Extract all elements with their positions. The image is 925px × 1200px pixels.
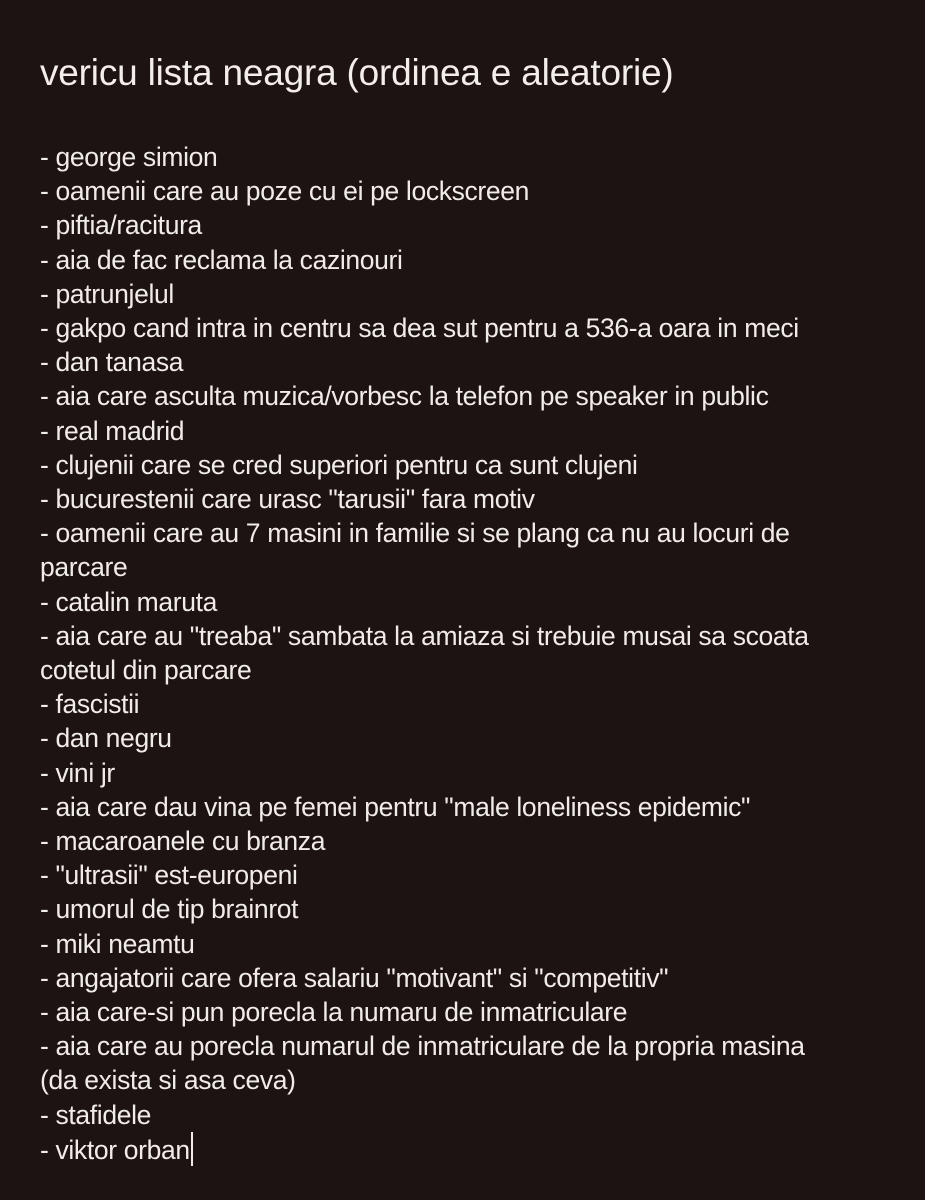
note-line: - dan tanasa: [40, 347, 184, 378]
note-last-line: [40, 1132, 900, 1167]
note-body[interactable]: [40, 140, 900, 1167]
note-line: - aia care-si pun porecla la numaru de inmatriculare: [40, 997, 628, 1028]
note-line: cotetul din parcare: [40, 655, 252, 686]
note-line: - aia care au porecla numarul de inmatriculare de la propria masina: [40, 1031, 805, 1062]
note-line: - aia care asculta muzica/vorbesc la telefon pe speaker in public: [40, 381, 769, 412]
note-line: - dan negru: [40, 723, 172, 754]
note-editor[interactable]: [40, 48, 900, 1167]
note-line: - aia care dau vina pe femei pentru "male loneliness epidemic": [40, 791, 751, 822]
note-title[interactable]: vericu lista neagra (ordinea e aleatorie): [40, 52, 674, 93]
note-line: - real madrid: [40, 415, 185, 446]
note-line: - clujenii care se cred superiori pentru ca sunt clujeni: [40, 449, 638, 480]
note-line: - catalin maruta: [40, 586, 218, 617]
note-line: - macaroanele cu branza: [40, 826, 326, 857]
text-cursor: [191, 1132, 193, 1166]
note-line: - piftia/racitura: [40, 210, 202, 241]
note-line: - george simion: [40, 142, 218, 172]
note-line-text: - viktor orban: [40, 1134, 190, 1165]
note-line: - oamenii care au poze cu ei pe lockscreen: [40, 176, 530, 207]
note-line: parcare: [40, 552, 128, 583]
note-line: - oamenii care au 7 masini in familie si se plang ca nu au locuri de: [40, 518, 790, 549]
note-line: - bucurestenii care urasc "tarusii" fara motiv: [40, 484, 535, 515]
note-line: - stafidele: [40, 1099, 152, 1130]
note-line: - vini jr: [40, 757, 115, 788]
note-line: - fascistii: [40, 689, 140, 720]
note-line: - patrunjelul: [40, 278, 174, 309]
note-line: - miki neamtu: [40, 928, 195, 959]
note-line: - umorul de tip brainrot: [40, 894, 299, 925]
note-line: - aia de fac reclama la cazinouri: [40, 244, 403, 275]
note-line: - "ultrasii" est-europeni: [40, 860, 298, 891]
note-line: - angajatorii care ofera salariu "motivant" si "competitiv": [40, 962, 669, 993]
note-line: (da exista si asa ceva): [40, 1065, 296, 1096]
note-line: - aia care au "treaba" sambata la amiaza si trebuie musai sa scoata: [40, 620, 809, 651]
note-line: - gakpo cand intra in centru sa dea sut pentru a 536-a oara in meci: [40, 313, 799, 344]
